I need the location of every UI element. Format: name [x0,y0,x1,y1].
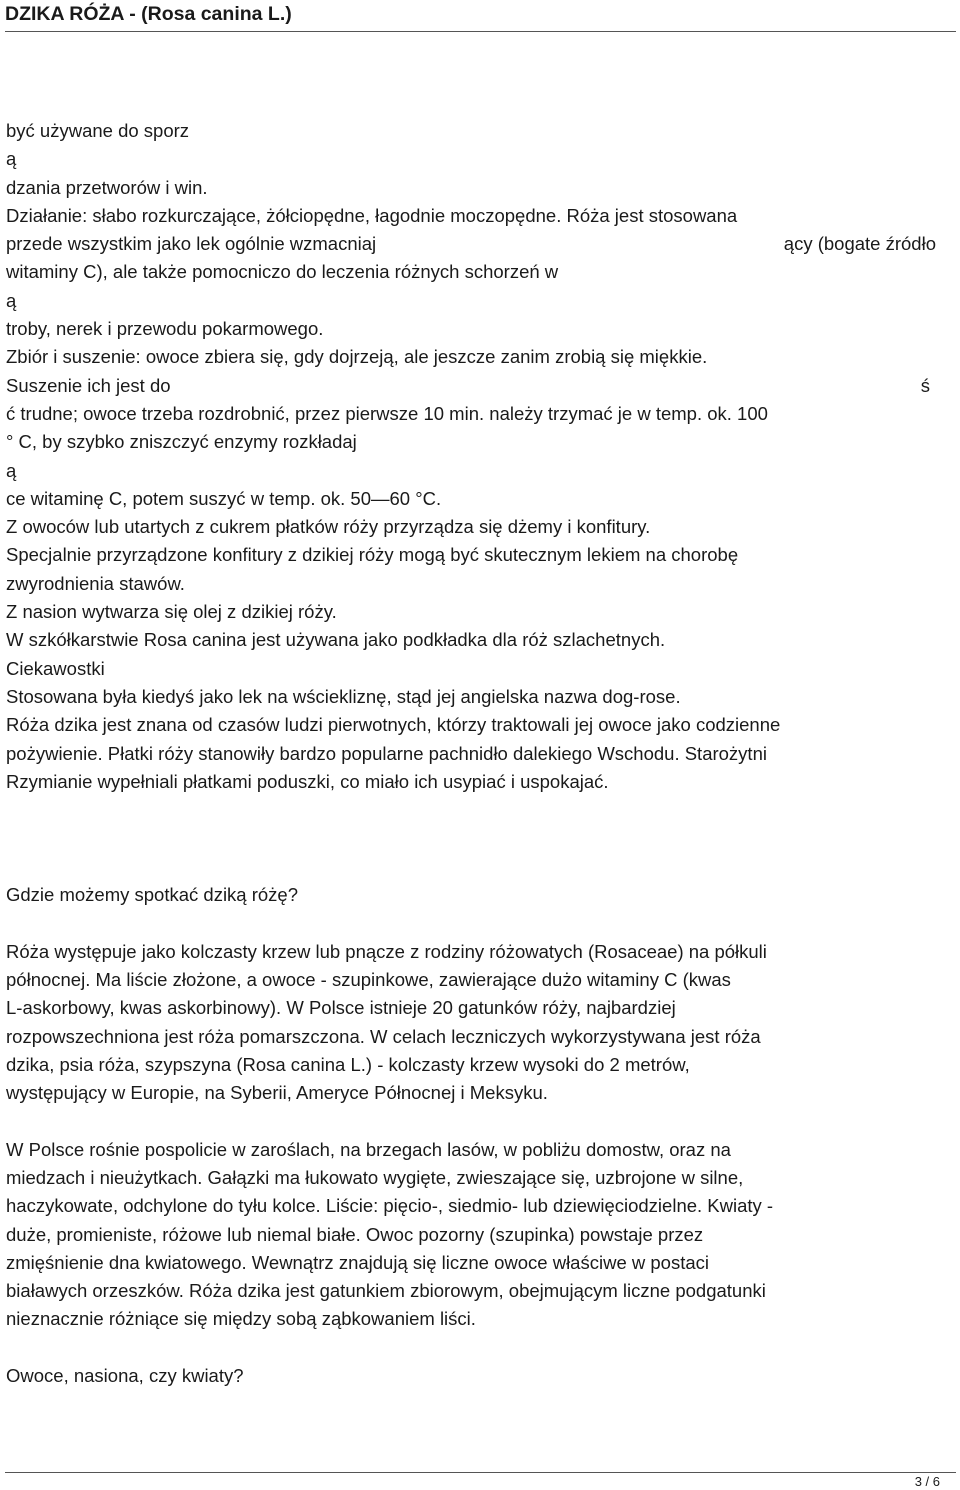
text-line: ć trudne; owoce trzeba rozdrobnić, przez pierwsze 10 min. należy trzymać je w temp. ok. 100 [6,402,768,424]
spacer [6,853,956,881]
text-fragment: przede wszystkim jako lek ogólnie wzmacniaj [6,233,377,255]
text-line: zwyrodnienia stawów. [6,572,185,594]
document-body [6,117,956,1390]
text-line: Rzymianie wypełniali płatkami poduszki, co miało ich usypiać i uspokajać. [6,770,609,792]
text-line: witaminy C), ale także pomocniczo do leczenia różnych schorzeń w [6,261,559,283]
text-line: ce witaminę C, potem suszyć w temp. ok. 50—60 °C. [6,487,442,509]
text-line: ° C, by szybko zniszczyć enzymy rozkładaj [6,431,357,453]
text-line: ą [6,289,17,311]
text-line: północnej. Ma liście złożone, a owoce - szupinkowe, zawierające dużo witaminy C (kwas [6,968,731,990]
spacer [6,909,956,937]
text-line: białawych orzeszków. Róża dzika jest gatunkiem zbiorowym, obejmującym liczne podgatunki [6,1280,766,1302]
spacer [6,796,956,853]
text-line: rozpowszechniona jest róża pomarszczona. W celach leczniczych wykorzystywana jest róża [6,1025,761,1047]
section-question: Owoce, nasiona, czy kwiaty? [6,1365,244,1387]
text-fragment: ący (bogate źródło [783,233,936,255]
text-line: Z owoców lub utartych z cukrem płatków róży przyrządza się dżemy i konfitury. [6,516,651,538]
page-header [0,0,960,31]
text-fragment: Suszenie ich jest do [6,374,171,396]
text-line: Róża występuje jako kolczasty krzew lub pnącze z rodziny różowatych (Rosaceae) na półkuli [6,940,767,962]
text-line: ą [6,148,17,170]
header-divider [5,31,956,32]
text-line: ą [6,459,17,481]
text-line: dzika, psia róża, szypszyna (Rosa canina L.) - kolczasty krzew wysoki do 2 metrów, [6,1053,690,1075]
section-question: Gdzie możemy spotkać dziką różę? [6,884,299,906]
text-line: duże, promieniste, różowe lub niemal białe. Owoc pozorny (szupinka) powstaje przez [6,1223,704,1245]
text-line: haczykowate, odchylone do tyłu kolce. Liście: pięcio-, siedmio- lub dziewięciodzielne. Kwiaty - [6,1195,774,1217]
text-line: dzania przetworów i win. [6,176,208,198]
section-heading: Ciekawostki [6,657,105,679]
text-line: być używane do sporz [6,120,190,141]
footer-divider [5,1472,956,1473]
text-line: Z nasion wytwarza się olej z dzikiej róży. [6,601,337,623]
text-line: Stosowana była kiedyś jako lek na wściekliznę, stąd jej angielska nazwa dog-rose. [6,685,681,707]
text-line: zmięśnienie dna kwiatowego. Wewnątrz znajdują się liczne owoce właściwe w postaci [6,1251,709,1273]
text-line: nieznacznie różniące się między sobą ząbkowaniem liści. [6,1308,476,1330]
text-line: Działanie: słabo rozkurczające, żółciopędne, łagodnie moczopędne. Róża jest stosowana [6,204,738,226]
text-line: W Polsce rośnie pospolicie w zaroślach, na brzegach lasów, w pobliżu domostw, oraz na [6,1138,731,1160]
text-line: L-askorbowy, kwas askorbinowy). W Polsce istnieje 20 gatunków róży, najbardziej [6,997,676,1019]
text-line: miedzach i nieużytkach. Gałązki ma łukowato wygięte, zwieszające się, uzbrojone w silne, [6,1166,744,1188]
spacer [6,1334,956,1362]
text-line-split [6,372,956,400]
text-fragment: ś [920,374,930,396]
page-number: 3 / 6 [914,1474,940,1489]
text-line: Róża dzika jest znana od czasów ludzi pierwotnych, którzy traktowali jej owoce jako codzienne [6,714,781,736]
spacer [6,1107,956,1135]
text-line-split [6,230,956,258]
text-line: występujący w Europie, na Syberii, Ameryce Północnej i Meksyku. [6,1082,548,1104]
text-line: Zbiór i suszenie: owoce zbiera się, gdy dojrzeją, ale jeszcze zanim zrobią się miękkie. [6,346,708,368]
text-line: troby, nerek i przewodu pokarmowego. [6,318,324,340]
text-line: Specjalnie przyrządzone konfitury z dzikiej róży mogą być skutecznym lekiem na chorobę [6,544,739,566]
text-line: W szkółkarstwie Rosa canina jest używana jako podkładka dla róż szlachetnych. [6,629,666,651]
text-line: pożywienie. Płatki róży stanowiły bardzo popularne pachnidło dalekiego Wschodu. Starożytni [6,742,767,764]
document-title: DZIKA RÓŻA - (Rosa canina L.) [5,3,292,25]
